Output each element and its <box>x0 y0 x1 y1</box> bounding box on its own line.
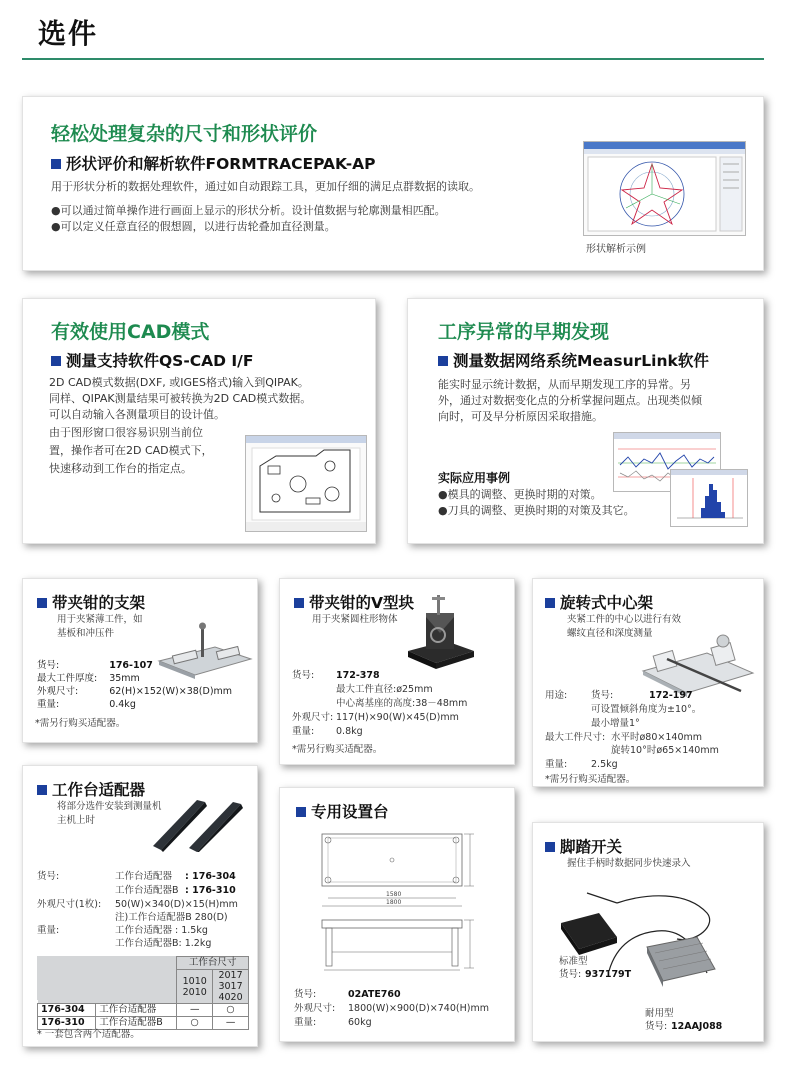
v-block-center-height: 中心离基座的高度:38－48mm <box>336 698 468 709</box>
bullet-square-icon <box>37 785 47 795</box>
qs-cad-line-2: 同样、QIPAK测量结果可被转换为2D CAD模式数据。 <box>49 392 312 405</box>
qs-cad-line-4: 由于图形窗口很容易识别当前位 <box>49 426 203 439</box>
formtracepak-caption: 形状解析示例 <box>586 244 646 255</box>
foot-switch-desc: 握住手柄时数据同步快速录入 <box>567 858 691 869</box>
table-adapter-code-label: 货号: <box>37 871 60 882</box>
table-adapter-title: 工作台适配器 <box>37 778 145 800</box>
foot-switch-std-code-label: 货号: <box>559 969 582 980</box>
v-block-note: *需另行购买适配器。 <box>292 744 383 755</box>
spec-value: 176-107 <box>109 660 153 671</box>
table-adapter-code1: : 176-304 <box>185 871 236 882</box>
rotary-center-max-2: 旋转10°时ø65×140mm <box>611 745 719 756</box>
v-block-dim-label: 外观尺寸: <box>292 712 334 723</box>
size-col-1: 1010 2010 <box>177 970 213 1004</box>
spec-label: 货号: <box>37 660 60 671</box>
table-adapter-desc-1: 将部分选件安装到测量机 <box>57 801 162 812</box>
table-adapter-note: * 一套包含两个适配器。 <box>37 1029 140 1040</box>
table-adapter-code2: : 176-310 <box>185 885 236 896</box>
table-size-header: 工作台尺寸 <box>177 957 249 970</box>
setting-stand-title: 专用设置台 <box>296 800 389 822</box>
table-adapter-image <box>149 796 253 852</box>
foot-switch-title: 脚踏开关 <box>545 835 622 857</box>
foot-switch-image <box>547 873 757 1003</box>
table-adapter-weight-1: 工作台适配器 : 1.5kg <box>115 925 208 936</box>
spec-label: 外观尺寸: <box>37 686 79 697</box>
foot-switch-heavy-code-label: 货号: <box>645 1021 668 1032</box>
spec-label: 重量: <box>37 699 60 710</box>
v-block-code-label: 货号: <box>292 670 315 681</box>
measurlink-example-title: 实际应用事例 <box>438 471 511 485</box>
rotary-center-max-label: 最大工件尺寸: <box>545 732 606 743</box>
compatibility-table <box>37 956 249 1030</box>
rotary-center-tilt: 可设置倾斜角度为±10°。 <box>591 704 702 715</box>
qs-cad-screenshot <box>245 435 367 532</box>
table-adapter-dim-1: 50(W)×340(D)×15(H)mm <box>115 899 238 910</box>
cad-drawing-graphic <box>246 436 366 531</box>
bullet-square-icon <box>294 598 304 608</box>
table-adapter-dim-label: 外观尺寸(1枚): <box>37 899 102 910</box>
rotary-center-desc-1: 夹紧工件的中心以进行有效 <box>567 614 682 625</box>
formtracepak-screenshot <box>583 141 746 236</box>
v-block-weight-label: 重量: <box>292 726 315 737</box>
qs-cad-line-1: 2D CAD模式数据(DXF, 或IGES格式)输入到QIPAK。 <box>49 376 309 389</box>
setting-stand-weight-label: 重量: <box>294 1017 317 1028</box>
v-block-code: 172-378 <box>336 670 380 681</box>
clamp-holder-note: *需另行购买适配器。 <box>35 718 126 729</box>
qs-cad-subheading: 测量支持软件QS-CAD I/F <box>51 349 253 371</box>
clamp-holder-desc-1: 用于夹紧薄工件，如 <box>57 614 143 625</box>
foot-switch-heavy-code: 12AAJ088 <box>671 1021 723 1032</box>
form-analysis-graphic <box>584 142 745 235</box>
measurlink-line-1: 能实时显示统计数据，从而早期发现工序的异常。另 <box>438 378 691 391</box>
qs-cad-card <box>22 298 376 544</box>
clamp-holder-title: 带夹钳的支架 <box>37 591 145 613</box>
setting-stand-weight: 60kg <box>348 1017 372 1028</box>
rotary-center-increment: 最小增量1° <box>591 718 640 729</box>
qs-cad-line-3: 可以自动输入各测量项目的设计值。 <box>49 408 225 421</box>
setting-stand-dim-label: 外观尺寸: <box>294 1003 336 1014</box>
measurlink-histogram <box>670 469 748 527</box>
measurlink-card <box>407 298 764 544</box>
spec-value: 0.4kg <box>109 699 136 710</box>
table-adapter-desc-2: 主机上时 <box>57 815 96 826</box>
table-adapter-card <box>22 765 258 1047</box>
bullet-square-icon <box>51 159 61 169</box>
measurlink-example-1: ●模具的调整、更换时期的对策。 <box>438 488 602 501</box>
bullet-square-icon <box>545 842 555 852</box>
qs-cad-line-5: 置，操作者可在2D CAD模式下， <box>49 444 213 457</box>
measurlink-line-3: 向时，可及早分析原因采取措施。 <box>438 410 603 423</box>
stand-dim-b: 1800 <box>386 899 402 906</box>
stand-dim-a: 1580 <box>386 891 402 898</box>
v-block-card <box>279 578 515 765</box>
table-adapter-dim-2: 注)工作台适配器B 280(D) <box>115 912 228 923</box>
rotary-center-desc-2: 螺纹直径和深度测量 <box>567 628 653 639</box>
qs-cad-heading: 有效使用CAD模式 <box>51 321 210 343</box>
rotary-center-use-label: 用途: <box>545 690 568 701</box>
v-block-weight: 0.8kg <box>336 726 363 737</box>
qs-cad-line-6: 快速移动到工作台的指定点。 <box>49 462 192 475</box>
size-col-2: 2017 3017 4020 <box>213 970 249 1004</box>
formtracepak-bullet-1: ●可以通过简单操作进行画面上显示的形状分析。设计值数据与轮廓测量相匹配。 <box>51 204 446 217</box>
formtracepak-description: 用于形状分析的数据处理软件，通过如自动跟踪工具，更加仔细的满足点群数据的读取。 <box>51 180 480 193</box>
clamp-holder-desc-2: 基板和冲压件 <box>57 628 115 639</box>
setting-stand-card <box>279 787 515 1042</box>
spec-label: 最大工件厚度: <box>37 673 98 684</box>
rotary-center-max-1: 水平时ø80×140mm <box>611 732 703 743</box>
title-divider <box>22 58 764 60</box>
table-row: 176-304 工作台适配器 — ○ <box>38 1004 249 1017</box>
rotary-center-weight: 2.5kg <box>591 759 618 770</box>
measurlink-line-2: 外，通过对数据变化点的分析掌握问题点。出现类似倾 <box>438 394 702 407</box>
rotary-center-weight-label: 重量: <box>545 759 568 770</box>
table-adapter-code2-name: 工作台适配器B <box>115 885 179 896</box>
setting-stand-code-label: 货号: <box>294 989 317 1000</box>
measurlink-example-2: ●刀具的调整、更换时期的对策及其它。 <box>438 504 635 517</box>
formtracepak-card <box>22 96 764 271</box>
formtracepak-heading: 轻松处理复杂的尺寸和形状评价 <box>51 123 318 145</box>
rotary-center-card <box>532 578 764 787</box>
clamp-holder-card <box>22 578 258 743</box>
rotary-center-code-label: 货号: <box>591 690 614 701</box>
rotary-center-note: *需另行购买适配器。 <box>545 774 636 785</box>
table-adapter-weight-label: 重量: <box>37 925 60 936</box>
bullet-square-icon <box>51 356 61 366</box>
histogram-graphic <box>671 470 747 526</box>
table-adapter-code1-name: 工作台适配器 <box>115 871 173 882</box>
v-block-desc: 用于夹紧圆柱形物体 <box>312 614 398 625</box>
bullet-square-icon <box>296 807 306 817</box>
bullet-square-icon <box>545 598 555 608</box>
spec-value: 35mm <box>109 673 140 684</box>
v-block-title: 带夹钳的V型块 <box>294 591 414 613</box>
setting-stand-code: 02ATE760 <box>348 989 401 1000</box>
setting-stand-dim: 1800(W)×900(D)×740(H)mm <box>348 1003 489 1014</box>
formtracepak-bullet-2: ●可以定义任意直径的假想圆，以进行齿轮叠加直径测量。 <box>51 220 336 233</box>
v-block-image <box>404 593 478 673</box>
bullet-square-icon <box>37 598 47 608</box>
table-adapter-weight-2: 工作台适配器B: 1.2kg <box>115 938 212 949</box>
foot-switch-heavy-label: 耐用型 <box>645 1008 674 1019</box>
foot-switch-std-code: 937179T <box>585 969 632 980</box>
spec-value: 62(H)×152(W)×38(D)mm <box>109 686 233 697</box>
bullet-square-icon <box>438 356 448 366</box>
v-block-max-dia: 最大工件直径:ø25mm <box>336 684 433 695</box>
rotary-center-code: 172-197 <box>649 690 693 701</box>
measurlink-subheading: 测量数据网络系统MeasurLink软件 <box>438 349 709 371</box>
v-block-dim: 117(H)×90(W)×45(D)mm <box>336 712 459 723</box>
clamp-holder-specs <box>35 659 234 711</box>
foot-switch-std-label: 标准型 <box>559 956 588 967</box>
table-row: 176-310 工作台适配器B ○ — <box>38 1017 249 1030</box>
page-title: 选件 <box>38 17 99 50</box>
measurlink-heading: 工序异常的早期发现 <box>438 321 610 343</box>
formtracepak-subheading: 形状评价和解析软件FORMTRACEPAK-AP <box>51 152 375 174</box>
rotary-center-title: 旋转式中心架 <box>545 591 653 613</box>
foot-switch-card <box>532 822 764 1042</box>
